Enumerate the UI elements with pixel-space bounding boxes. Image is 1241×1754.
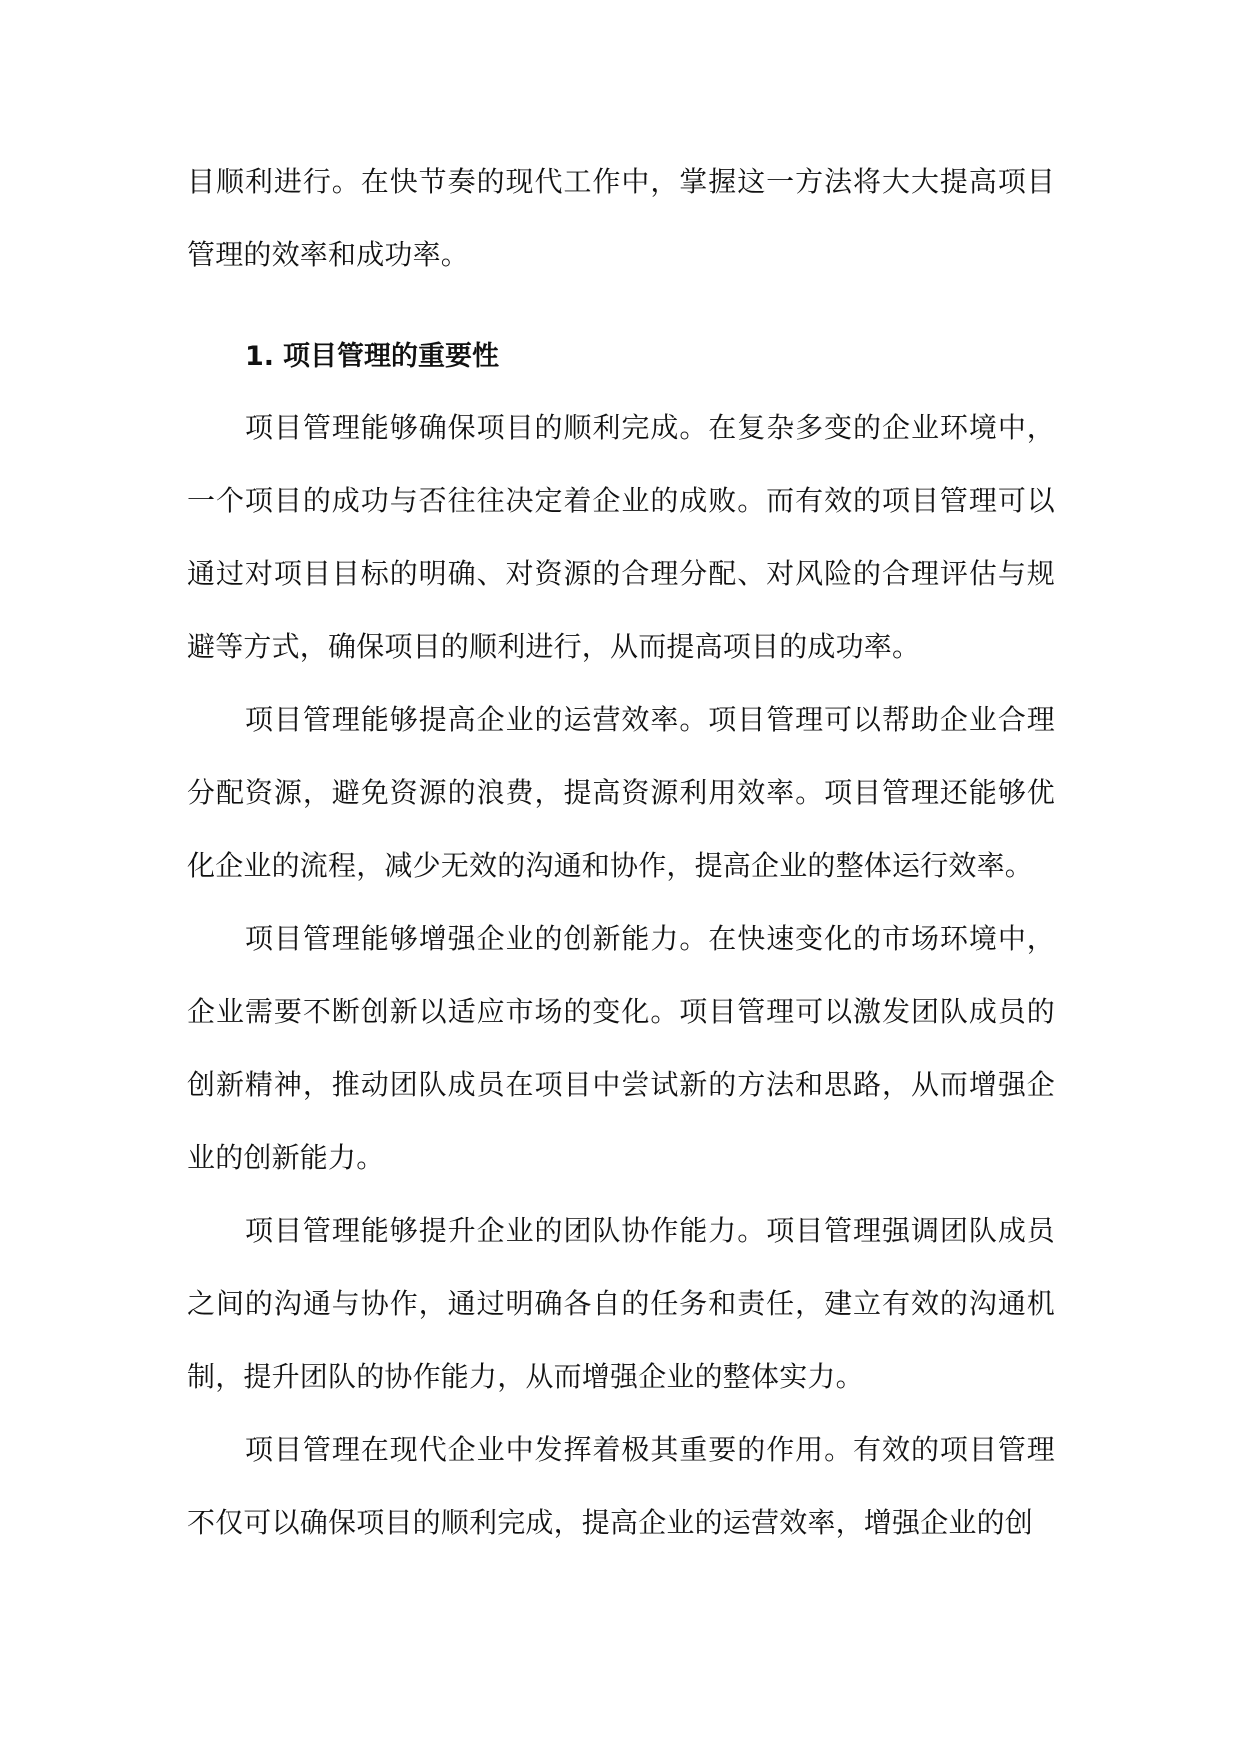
paragraph-innovation: 项目管理能够增强企业的创新能力。在快速变化的市场环境中，企业需要不断创新以适应市场的变化。项目管理可以激发团队成员的创新精神，推动团队成员在项目中尝试新的方法和思路，从而增强企业的创新能力。 (187, 922, 1055, 1174)
section-number: 1. (245, 341, 275, 372)
paragraph-project-completion: 项目管理能够确保项目的顺利完成。在复杂多变的企业环境中，一个项目的成功与否往往决定着企业的成败。而有效的项目管理可以通过对项目目标的明确、对资源的合理分配、对风险的合理评估与规避等方式，确保项目的顺利进行，从而提高项目的成功率。 (187, 411, 1055, 663)
paragraph-operational-efficiency: 项目管理能够提高企业的运营效率。项目管理可以帮助企业合理分配资源，避免资源的浪费，提高资源利用效率。项目管理还能够优化企业的流程，减少无效的沟通和协作，提高企业的整体运行效率。 (187, 703, 1055, 882)
paragraph-team-collaboration: 项目管理能够提升企业的团队协作能力。项目管理强调团队成员之间的沟通与协作，通过明确各自的任务和责任，建立有效的沟通机制，提升团队的协作能力，从而增强企业的整体实力。 (187, 1214, 1055, 1393)
paragraph-summary: 项目管理在现代企业中发挥着极其重要的作用。有效的项目管理不仅可以确保项目的顺利完成，提高企业的运营效率，增强企业的创 (187, 1433, 1055, 1539)
section-title: 项目管理的重要性 (283, 341, 499, 372)
paragraph-continued: 目顺利进行。在快节奏的现代工作中，掌握这一方法将大大提高项目管理的效率和成功率。 (187, 165, 1055, 271)
section-heading (187, 329, 1055, 385)
document-body (187, 145, 1055, 1559)
